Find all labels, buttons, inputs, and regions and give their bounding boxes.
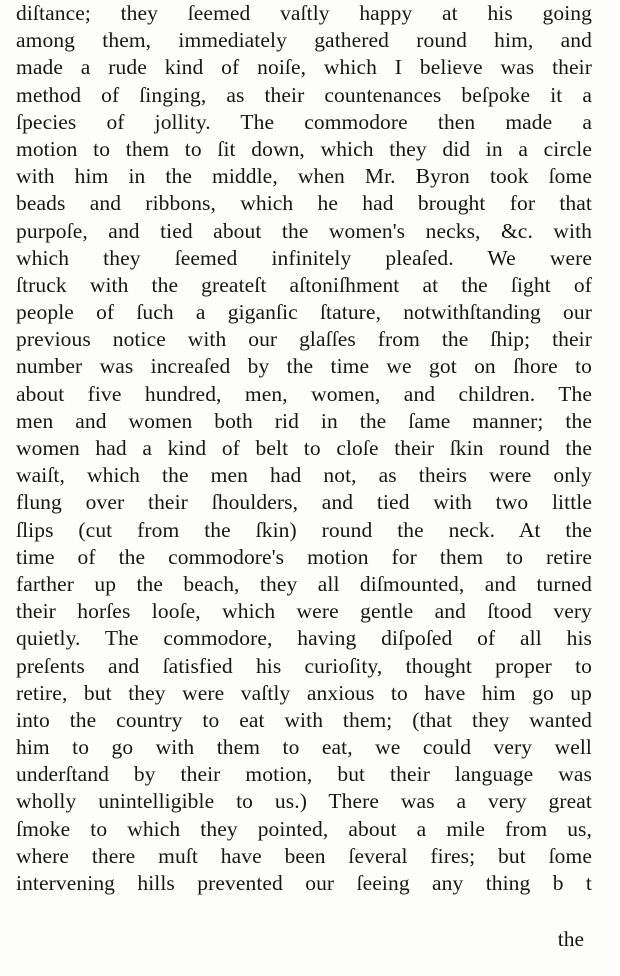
text-line: flung over their ſhoulders, and tied with two little <box>16 490 592 515</box>
text-line: ſmoke to which they pointed, about a mile from us, <box>16 816 592 841</box>
text-line: ſtruck with the greateſt aſtoniſhment at the ſight of <box>16 272 592 297</box>
text-line: motion to them to ſit down, which they did in a circle <box>16 136 592 161</box>
text-line: their horſes looſe, which were gentle and ſtood very <box>16 599 592 624</box>
text-line: purpoſe, and tied about the women's necks, &c. with <box>16 218 592 243</box>
catchword: the <box>557 927 584 951</box>
text-line: retire, but they were vaſtly anxious to have him go up <box>16 680 592 705</box>
text-line: about five hundred, men, women, and children. The <box>16 381 592 406</box>
text-line: underſtand by their motion, but their language was <box>16 762 592 787</box>
text-line: quietly. The commodore, having diſpoſed of all his <box>16 626 592 651</box>
text-line: people of ſuch a giganſic ſtature, notwithſtanding our <box>16 300 592 325</box>
text-line: beads and ribbons, which he had brought for that <box>16 191 592 216</box>
text-line: wholly unintelligible to us.) There was a very great <box>16 789 592 814</box>
text-line: made a rude kind of noiſe, which I believe was their <box>16 55 592 80</box>
text-line: time of the commodore's motion for them to retire <box>16 544 592 569</box>
text-line: him to go with them to eat, we could very well <box>16 735 592 760</box>
text-line: ſlips (cut from the ſkin) round the neck. At the <box>16 517 592 542</box>
text-line: with him in the middle, when Mr. Byron took ſome <box>16 164 592 189</box>
text-line: which they ſeemed infinitely pleaſed. We were <box>16 245 592 270</box>
text-line: preſents and ſatisfied his curioſity, thought proper to <box>16 653 592 678</box>
text-line: diſtance; they ſeemed vaſtly happy at his going <box>16 1 592 25</box>
body-text <box>16 0 592 897</box>
text-line: intervening hills prevented our ſeeing any thing b t <box>16 871 592 895</box>
text-line: farther up the beach, they all diſmounted, and turned <box>16 571 592 596</box>
text-line: where there muſt have been ſeveral fires; but ſome <box>16 843 592 868</box>
text-line: into the country to eat with them; (that they wanted <box>16 707 592 732</box>
text-line: among them, immediately gathered round him, and <box>16 28 592 53</box>
text-line: women had a kind of belt to cloſe their ſkin round the <box>16 436 592 460</box>
text-line: waiſt, which the men had not, as theirs were only <box>16 463 592 488</box>
text-line: ſpecies of jollity. The commodore then made a <box>16 109 592 134</box>
text-line: previous notice with our glaſſes from the ſhip; their <box>16 327 592 352</box>
text-line: method of ſinging, as their countenances beſpoke it a <box>16 82 592 107</box>
text-line: men and women both rid in the ſame manner; the <box>16 408 592 433</box>
text-line: number was increaſed by the time we got on ſhore to <box>16 354 592 379</box>
